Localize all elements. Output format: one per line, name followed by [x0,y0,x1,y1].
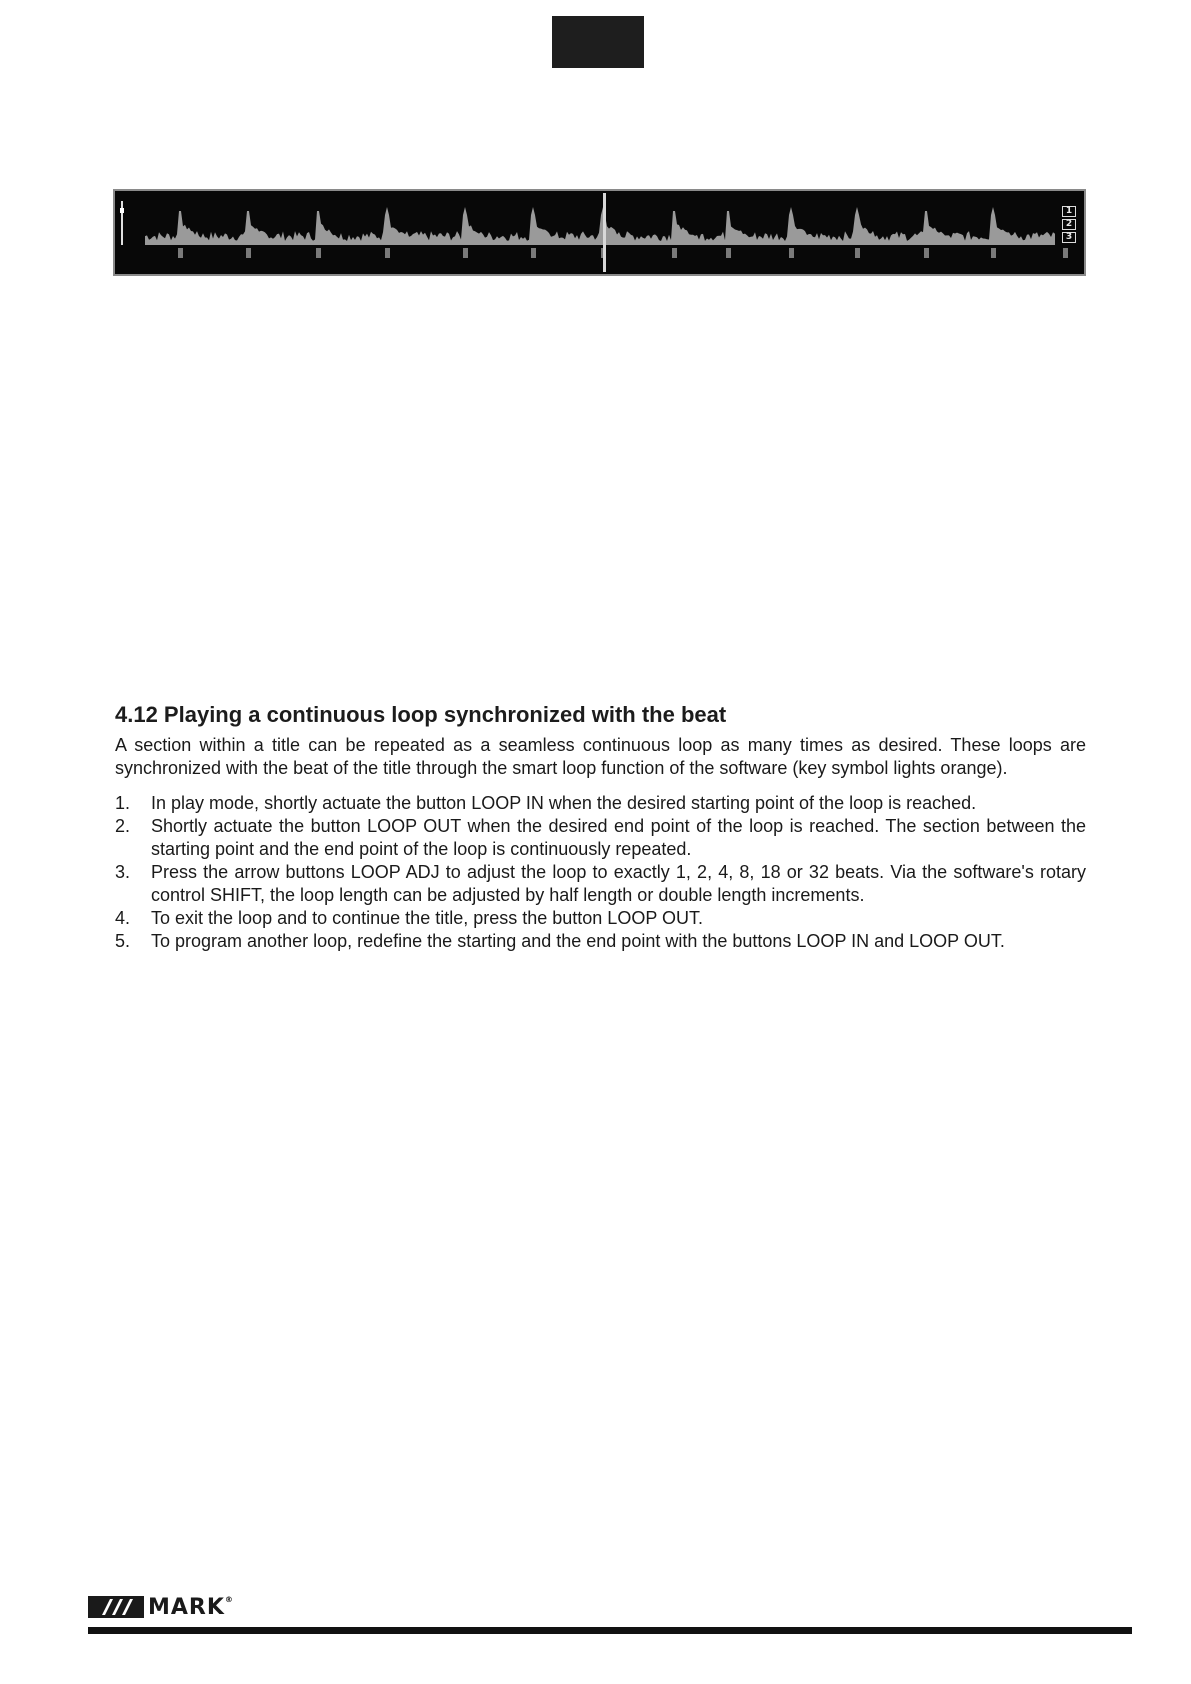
step-number: 4. [115,908,131,928]
start-marker [121,201,123,245]
step-number: 3. [115,862,131,882]
section-intro: A section within a title can be repeated as a seamless continuous loop as many times as desired. These loops are synchronized with the beat of the title through the smart loop function of the software (key symbol lights orange). [115,735,1086,778]
beat-marker [672,248,677,258]
brand-name: MARK® [148,1594,234,1620]
footer-divider [88,1627,1132,1634]
beat-marker [316,248,321,258]
step-text: In play mode, shortly actuate the button LOOP IN when the desired starting point of the loop is reached. [151,793,977,813]
step-text: Press the arrow buttons LOOP ADJ to adjust the loop to exactly 1, 2, 4, 8, 18 or 32 beats. Via the software's rotary control SHIFT, the loop length can be adjusted by half length or double length increments. [151,862,1086,905]
step-number: 2. [115,816,131,836]
steps-list [115,792,1086,953]
step-number: 1. [115,793,131,813]
cue-point-list [1062,206,1076,243]
waveform-graph [115,191,1084,274]
beat-marker [178,248,183,258]
beat-marker [726,248,731,258]
list-item [115,792,1086,815]
step-number: 5. [115,931,131,951]
list-item [115,861,1086,907]
beat-marker [789,248,794,258]
loop-section [115,702,1086,953]
cue-point-badge[interactable]: 1 [1062,206,1076,217]
waveform-shape [145,207,1055,245]
section-heading: 4.12 Playing a continuous loop synchronized with the beat [115,702,727,727]
waveform-display[interactable] [113,189,1086,276]
mark-logo-icon [88,1595,144,1619]
beat-marker [246,248,251,258]
list-item [115,815,1086,861]
step-text: To exit the loop and to continue the title, press the button LOOP OUT. [151,908,703,928]
beat-marker [531,248,536,258]
beat-marker [855,248,860,258]
list-item [115,930,1086,953]
beat-marker [1063,248,1068,258]
beat-marker [385,248,390,258]
step-text: Shortly actuate the button LOOP OUT when the desired end point of the loop is reached. The section between the starting point and the end point of the loop is continuously repeated. [151,816,1086,859]
playhead-marker [603,193,606,272]
beat-marker [991,248,996,258]
cue-point-badge[interactable]: 2 [1062,219,1076,230]
cue-point-badge[interactable]: 3 [1062,232,1076,243]
brand-logo [88,1594,234,1620]
page-tab-marker [552,16,644,68]
step-text: To program another loop, redefine the starting and the end point with the buttons LOOP IN and LOOP OUT. [151,931,1005,951]
beat-marker [924,248,929,258]
start-marker-dot [120,208,124,213]
list-item [115,907,1086,930]
beat-marker [463,248,468,258]
